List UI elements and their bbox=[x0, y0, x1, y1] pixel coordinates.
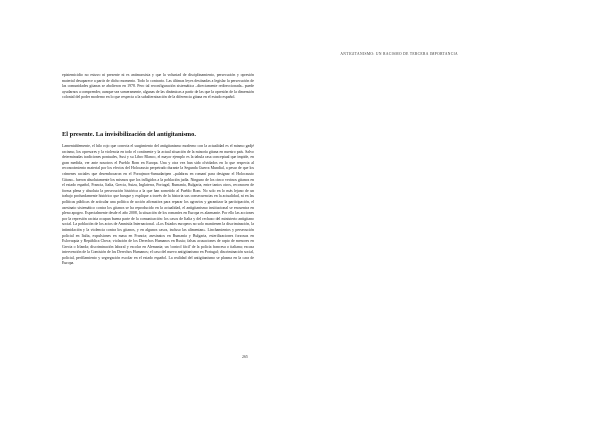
intro-paragraph bbox=[62, 73, 254, 101]
page-number: 265 bbox=[242, 355, 248, 359]
running-header: ANTIGITANISMO: UN RACISMO DE TERCERA IMPORTANCIA bbox=[340, 52, 458, 56]
body-paragraph bbox=[62, 144, 254, 267]
body-text: Lamentablemente, el hilo rojo que conecta el surgimiento del antigitanismo moderno con la actualidad es el mismo gadjé racismo, los opresores y la violencia en todo el continente y la actual situación de la minoría gitana en nuestro país. Salvo determinadas tradiciones pontuales, Susi y su Libro Blanco, el mayor ejemplo es la tabula rasa conceptual que impide, en gran medida, ver ante nosotros el Pueblo Rom en Europa. Una y otra vez han sido olvidados en lo que respecta al reconocimiento material por los efectos del Holocausto perpetrado durante la Segunda Guerra Mundial, a pesar de que los crímenes raciales que desembocaron en el Porrajmos-Samudaripen –palabras en romaní para designar el Holocausto Gitano– fueron absolutamente los mismos que los infligidos a la población judía. Ninguno de los cinco vecinos gitanos en el estado español, Francia, Italia, Grecia, Suiza, Inglaterra, Portugal, Rumanía, Bulgaria, entre tantos otros, reconocen de forma plena y absoluta la persecución histórica a la que han sometido al Pueblo Rom. No solo en lo más lejano de un trabajo profundamente histórico que busque y explique a través de la historia sus consecuencias en la actualidad, ni en las políticas públicas de articular una política de acción afirmativa para reparar los agravios y garantizar la participación, el asesinato sistemático contra los gitanos se ha reproducido en la actualidad, el antigitanismo institucional se encuentra en pleno apogeo. Especialmente desde el año 2008, la situación de los romaníes en Europa es alarmante. Por ello las acciones por la represión racista ocupan buena parte de la comunicación: los casos de Italia y del rechazo del ministerio antigitano social. La población de los actos de Amnistía Internacional. «Los Estados europeos no solo mantienen la discriminación, la intimidación y la violencia contra los gitanos, y en algunos casos, incluso las alimentan». Linchamientos y persecución policial en Italia, expulsiones en masa en Francia; asesinatos en Rumanía y Bulgaria, esterilizaciones forzosas en Eslovaquia y República Checa; violación de los Derechos Humanos en Rusia; falsas acusaciones de rapto de menores en Grecia o Irlanda; discriminación laboral y escolar en Alemania; un 'control fácil' de la policía francesa o italiana; escasa intervención de la Comisión de los Derechos Humanos; el caso del nuevo antigitanismo en Portugal; discriminación social, policial, perfilamiento y segregación escolar en el estado español. La realidad del antigitanismo se plasma en la cara de Europa. bbox=[62, 144, 254, 266]
intro-text: epistemicidio no estuvo ni presente ni es antimarxista y que la voluntad de disciplinamiento, persecución y opresión material desaparece a partir de dicho momento. Todo lo contrario. Las últimas leyes destinadas a legislar la persecución de las comunidades gitanas se abolieron en 1978. Pero tal reconfiguración sistemática –directamente redireccionada– puede ayudarnos a comprender, aunque sea someramente, algunas de las dinámicas a partir de las que la opresión de la dimensión colonial del poder moderno en lo que respecta a la subalternización de la diferencia gitana en el estado español. bbox=[62, 73, 254, 100]
section-heading: El presente. La invisibilización del antigitanismo. bbox=[62, 131, 196, 138]
